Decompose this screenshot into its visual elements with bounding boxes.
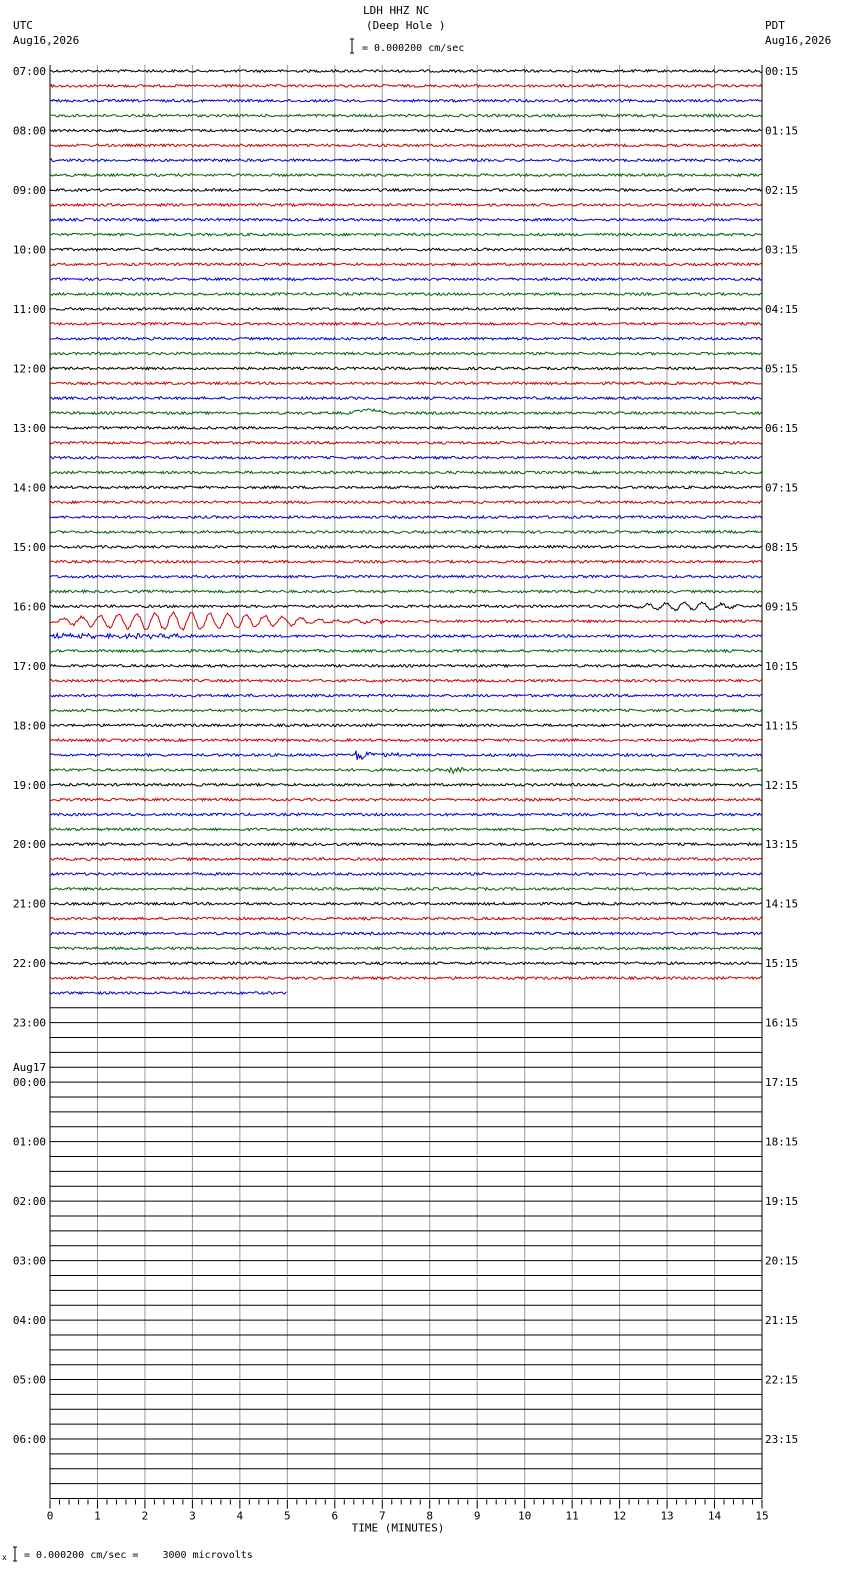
- x-tick-label: 7: [378, 1509, 386, 1523]
- seismic-trace: [50, 724, 762, 727]
- seismic-trace: [50, 144, 762, 147]
- seismic-trace: [50, 917, 762, 920]
- seismic-trace: [50, 516, 762, 519]
- seismic-trace: [50, 679, 762, 682]
- pdt-hour-label: 07:15: [765, 481, 799, 495]
- seismic-trace: [50, 367, 762, 370]
- pdt-hour-label: 01:15: [765, 124, 799, 138]
- pdt-hour-label: 18:15: [765, 1135, 799, 1149]
- pdt-hour-label: 21:15: [765, 1314, 799, 1328]
- seismic-trace: [50, 873, 762, 876]
- page-title: LDH HHZ NC: [363, 4, 430, 17]
- x-tick-label: 4: [236, 1509, 244, 1523]
- seismic-trace: [50, 204, 762, 207]
- pdt-hour-label: 20:15: [765, 1254, 799, 1268]
- seismic-trace: [50, 174, 762, 177]
- utc-hour-label: 08:00: [12, 124, 46, 138]
- x-tick-label: 2: [141, 1509, 149, 1523]
- x-tick-label: 9: [473, 1509, 481, 1523]
- seismic-trace: [50, 323, 762, 326]
- utc-hour-label: 19:00: [12, 778, 46, 792]
- seismic-trace: [50, 575, 762, 578]
- utc-hour-label: 04:00: [12, 1314, 46, 1328]
- seismic-trace: [50, 129, 762, 132]
- seismic-trace: [50, 546, 762, 549]
- pdt-hour-label: 10:15: [765, 659, 799, 673]
- seismic-trace: [50, 858, 762, 861]
- seismic-trace: [50, 932, 762, 935]
- seismic-trace: [50, 902, 762, 905]
- utc-hour-label: 13:00: [12, 421, 46, 435]
- seismic-trace: [50, 337, 762, 340]
- scale-label: = 0.000200 cm/sec: [362, 43, 465, 54]
- seismic-trace: [50, 397, 762, 400]
- utc-hour-label: 15:00: [12, 540, 46, 554]
- seismic-trace: [50, 694, 762, 697]
- seismic-trace: [50, 471, 762, 474]
- pdt-hour-label: 06:15: [765, 421, 799, 435]
- x-tick-label: 8: [426, 1509, 434, 1523]
- utc-hour-label: 16:00: [12, 600, 46, 614]
- utc-hour-label: 14:00: [12, 481, 46, 495]
- utc-hour-label: 06:00: [12, 1433, 46, 1447]
- seismic-trace: [50, 352, 762, 355]
- seismic-trace: [50, 962, 762, 965]
- seismic-trace: [50, 293, 762, 296]
- x-tick-label: 6: [331, 1509, 339, 1523]
- utc-hour-label: 03:00: [12, 1254, 46, 1268]
- seismic-trace: [50, 843, 762, 846]
- x-tick-label: 13: [660, 1509, 674, 1523]
- utc-hour-label: 11:00: [12, 302, 46, 316]
- seismic-trace: [50, 501, 762, 504]
- utc-hour-label: 22:00: [12, 957, 46, 971]
- seismic-trace: [50, 531, 762, 534]
- pdt-hour-label: 14:15: [765, 897, 799, 911]
- x-tick-label: 1: [94, 1509, 101, 1523]
- pdt-hour-label: 04:15: [765, 302, 799, 316]
- seismic-trace: [50, 278, 762, 281]
- utc-hour-label: 00:00: [12, 1076, 46, 1090]
- utc-hour-label: 23:00: [12, 1016, 46, 1030]
- time-axis: [47, 1500, 769, 1535]
- seismic-trace: [50, 427, 762, 430]
- x-tick-label: 5: [284, 1509, 291, 1523]
- seismic-trace: [50, 382, 762, 385]
- seismic-trace: [50, 634, 762, 639]
- seismic-trace: [50, 992, 286, 995]
- seismic-trace: [50, 70, 762, 73]
- x-tick-label: 11: [565, 1509, 579, 1523]
- pdt-hour-label: 16:15: [765, 1016, 799, 1030]
- pdt-hour-label: 05:15: [765, 362, 799, 376]
- x-tick-label: 3: [189, 1509, 196, 1523]
- seismic-trace: [50, 560, 762, 563]
- right-timezone: PDT: [765, 19, 785, 32]
- x-tick-label: 15: [755, 1509, 769, 1523]
- seismic-trace: [50, 751, 762, 760]
- seismic-trace: [50, 813, 762, 816]
- grid-lines: [50, 65, 762, 1499]
- pdt-hour-label: 17:15: [765, 1076, 799, 1090]
- seismic-trace: [50, 665, 762, 668]
- utc-hour-label: 10:00: [12, 243, 46, 257]
- utc-hour-label: 02:00: [12, 1195, 46, 1209]
- pdt-hour-label: 22:15: [765, 1373, 799, 1387]
- utc-hour-label: 05:00: [12, 1373, 46, 1387]
- trace-group: [50, 70, 762, 995]
- x-axis-label: TIME (MINUTES): [351, 1521, 445, 1535]
- utc-hour-label: 12:00: [12, 362, 46, 376]
- left-date: Aug16,2026: [13, 34, 80, 47]
- footer-scale-note: = 0.000200 cm/sec = 3000 microvolts: [24, 1550, 253, 1561]
- x-tick-label: 10: [518, 1509, 532, 1523]
- seismic-trace: [50, 85, 762, 88]
- x-tick-label: 0: [46, 1509, 54, 1523]
- utc-hour-label: 09:00: [12, 183, 46, 197]
- pdt-hour-label: 19:15: [765, 1195, 799, 1209]
- seismic-trace: [50, 189, 762, 192]
- seismic-trace: [50, 442, 762, 445]
- seismic-trace: [50, 456, 762, 459]
- seismic-trace: [50, 650, 762, 653]
- utc-hour-label: 18:00: [12, 719, 46, 733]
- seismic-trace: [50, 308, 762, 311]
- pdt-hour-label: 09:15: [765, 600, 799, 614]
- seismic-trace: [50, 114, 762, 117]
- pdt-hour-label: 00:15: [765, 65, 799, 78]
- seismic-trace: [50, 709, 762, 712]
- seismic-trace: [50, 602, 762, 611]
- seismic-trace: [50, 218, 762, 221]
- seismic-trace: [50, 409, 762, 415]
- right-date: Aug16,2026: [765, 34, 832, 47]
- seismic-trace: [50, 612, 762, 630]
- seismic-trace: [50, 977, 762, 980]
- seismic-trace: [50, 768, 762, 774]
- seismic-trace: [50, 590, 762, 593]
- utc-hour-label: 17:00: [12, 659, 46, 673]
- pdt-hour-label: 11:15: [765, 719, 799, 733]
- date-change-label: Aug17: [13, 1061, 47, 1075]
- seismic-trace: [50, 233, 762, 236]
- utc-hour-label: 01:00: [12, 1135, 46, 1149]
- seismic-trace: [50, 263, 762, 266]
- seismic-trace: [50, 486, 762, 489]
- seismic-trace: [50, 888, 762, 891]
- seismic-trace: [50, 828, 762, 831]
- seismic-trace: [50, 248, 762, 251]
- seismic-trace: [50, 739, 762, 742]
- seismic-trace: [50, 159, 762, 162]
- left-timezone: UTC: [13, 19, 33, 32]
- utc-hour-label: 20:00: [12, 838, 46, 852]
- pdt-hour-label: 12:15: [765, 778, 799, 792]
- pdt-hour-label: 03:15: [765, 243, 799, 257]
- station-name: (Deep Hole ): [366, 19, 446, 32]
- x-tick-label: 12: [612, 1509, 627, 1523]
- pdt-hour-label: 23:15: [765, 1433, 799, 1447]
- utc-hour-label: 21:00: [12, 897, 46, 911]
- pdt-hour-label: 08:15: [765, 540, 799, 554]
- seismic-trace: [50, 784, 762, 787]
- footer-marker: x: [2, 1553, 7, 1562]
- seismic-trace: [50, 99, 762, 102]
- pdt-hour-label: 02:15: [765, 183, 799, 197]
- seismic-trace: [50, 947, 762, 950]
- x-tick-label: 14: [707, 1509, 722, 1523]
- pdt-hour-label: 15:15: [765, 957, 799, 971]
- seismic-trace: [50, 798, 762, 801]
- pdt-hour-label: 13:15: [765, 838, 799, 852]
- utc-hour-label: 07:00: [12, 65, 46, 78]
